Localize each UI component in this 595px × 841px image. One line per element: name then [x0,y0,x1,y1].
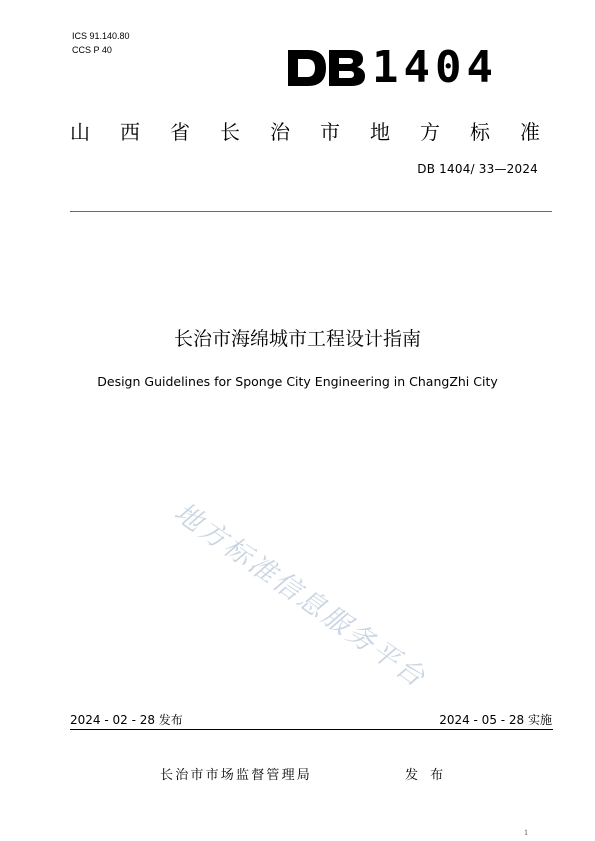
standard-type-char: 西 [120,120,140,144]
ccs-code: CCS P 40 [72,45,112,55]
standard-type-char: 长 [220,120,240,144]
standard-type-char: 方 [420,120,440,144]
standard-type-char: 治 [270,120,290,144]
standard-type-char: 标 [470,120,490,144]
standard-type-char: 省 [170,120,190,144]
publish-label: 发 布 [405,768,448,783]
standard-type-char: 准 [520,120,540,144]
publisher-name: 长治市市场监督管理局 [160,768,313,783]
standard-type-char: 市 [320,120,340,144]
standard-type-char: 地 [370,120,390,144]
header-divider [70,211,552,212]
standard-type-title [70,118,540,146]
issue-date: 2024 - 02 - 28 发布 [70,713,183,727]
document-title-en: Design Guidelines for Sponge City Engineering in ChangZhi City [97,374,498,389]
ics-code: ICS 91.140.80 [72,31,130,41]
standard-number: DB 1404/ 33—2024 [417,162,538,176]
watermark: 地方标准信息服务平台 [168,496,433,695]
standard-type-char: 山 [70,120,90,144]
page-number: 1 [524,828,528,837]
date-divider [70,729,553,730]
db-logo-letters [286,44,368,90]
db-logo [286,44,538,96]
db-logo-number: 1404 [372,42,498,93]
implementation-date: 2024 - 05 - 28 实施 [439,713,552,727]
document-title-zh: 长治市海绵城市工程设计指南 [173,328,421,350]
